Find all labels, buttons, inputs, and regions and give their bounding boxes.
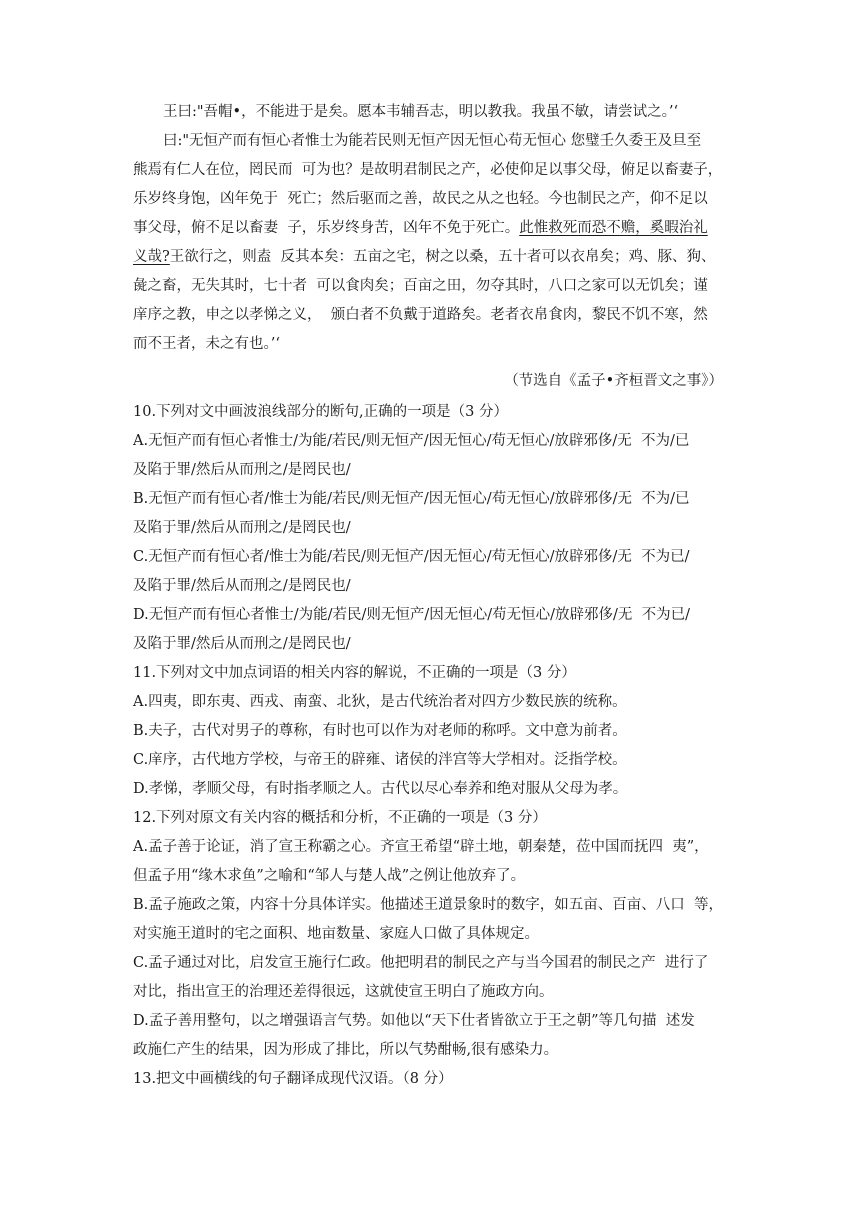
- source-citation: （节选自《孟子•齐桓晋文之事》）: [504, 373, 723, 389]
- option-d-cont: 政施仁产生的结果，因为形成了排比，所以气势酣畅,很有感染力。: [133, 1042, 559, 1058]
- option-d: D.无恒产而有恒心者惟士/为能/若民/则无恒产/因无恒心/苟无恒心/放辟邪侈/无 不为已/: [133, 607, 691, 623]
- option-d: D.孝悌，孝顺父母，有时指孝顺之人。古代以尽心奉养和绝对服从父母为孝。: [133, 781, 628, 797]
- passage-line: 王曰:"吾帽•，不能进于是矣。愿本韦辅吾志，明以教我。我虽不敏，请尝试之。’‘: [163, 104, 679, 120]
- option-a: A.四夷，即东夷、西戎、南蛮、北狄，是古代统治者对四方少数民族的统称。: [133, 694, 627, 710]
- option-b-cont: 及陷于罪/然后从而刑之/是罔民也/: [133, 520, 351, 536]
- passage-line: 而不王者，未之有也。’‘: [133, 336, 280, 352]
- option-c-cont: 对比，指出宣王的治理还差得很远，这就使宣王明白了施政方向。: [133, 984, 554, 1000]
- option-d: D.孟子善用整句，以之增强语言气势。如他以“天下仕者皆欲立于王之朝”等几句描 述发: [133, 1013, 695, 1029]
- option-d-cont: 及陷于罪/然后从而刑之/是罔民也/: [133, 636, 351, 652]
- passage-line: 曰:"无恒产而有恒心者惟士为能若民则无恒产因无恒心苟无恒心 您璧壬久委王及旦至: [163, 133, 702, 149]
- option-b: B.孟子施政之策，内容十分具体详实。他描述王道景象时的数字，如五亩、百亩、八口 等，: [133, 897, 723, 913]
- passage-text: 王欲行之，则盍 反其本矣：五亩之宅，树之以桑，五十者可以衣帛矣；鸡、豚、狗、: [169, 249, 716, 265]
- question-13-stem: 13.把文中画横线的句子翻译成现代汉语。（8 分）: [133, 1071, 453, 1087]
- option-c-cont: 及陷于罪/然后从而刑之/是罔民也/: [133, 578, 351, 594]
- question-10-stem: 10.下列对文中画波浪线部分的断句,正确的一项是（3 分）: [133, 404, 509, 420]
- option-b: B.无恒产而有恒心者/惟士为能/若民/则无恒产/因无恒心/苟无恒心/放辟邪侈/无 不为/已: [133, 491, 690, 507]
- option-a: A.无恒产而有恒心者惟士/为能/若民/则无恒产/因无恒心/苟无恒心/放辟邪侈/无 不为/已: [133, 433, 690, 449]
- option-a-cont: 但孟子用“缘木求鱼”之喻和“邹人与楚人战”之例让他放弃了。: [133, 868, 526, 884]
- option-c: C.孟子通过对比，启发宣王施行仁政。他把明君的制民之产与当今国君的制民之产 进行了: [133, 955, 709, 971]
- passage-line: 彘之畜，无失其时，七十者 可以食肉矣；百亩之田，勿夺其时，八口之家可以无饥矣；谨: [133, 278, 708, 294]
- option-b-cont: 对实施王道时的宅之面积、地亩数量、家庭人口做了具体规定。: [133, 926, 539, 942]
- underlined-sentence: 此惟救死而恐不赡，奚暇治礼: [519, 220, 708, 236]
- option-b: B.夫子，古代对男子的尊称，有时也可以作为对老师的称呼。文中意为前者。: [133, 723, 627, 739]
- question-11-stem: 11.下列对文中加点词语的相关内容的解说，不正确的一项是（3 分）: [133, 665, 576, 681]
- passage-line: 熊焉有仁人在位，罔民而 可为也？是故明君制民之产，必使仰足以事父母，俯足以畜妻子，: [133, 162, 723, 178]
- passage-line: 庠序之教，申之以孝悌之义， 颁白者不负戴于道路矣。老者衣帛食肉，黎民不饥不寒，然: [133, 307, 708, 323]
- passage-text: 事父母，俯不足以畜妻 子，乐岁终身苦，凶年不免于死亡。: [133, 220, 520, 236]
- underlined-sentence: 义哉?: [133, 249, 170, 265]
- passage-line: [133, 218, 708, 238]
- option-c: C.无恒产而有恒心者/惟士为能/若民/则无恒产/因无恒心/苟无恒心/放辟邪侈/无 不为已/: [133, 549, 690, 565]
- question-12-stem: 12.下列对原文有关内容的概括和分析，不正确的一项是（3 分）: [133, 810, 547, 826]
- option-c: C.庠序，古代地方学校，与帝王的辟雍、诸侯的泮宫等大学相对。泛指学校。: [133, 752, 627, 768]
- option-a-cont: 及陷于罪/然后从而刑之/是罔民也/: [133, 462, 351, 478]
- passage-line: [133, 247, 716, 267]
- option-a: A.孟子善于论证，消了宣王称霸之心。齐宣王希望“辟土地，朝秦楚，莅中国而抚四 夷”，: [133, 839, 709, 855]
- passage-line: 乐岁终身饱，凶年免于 死亡；然后驱而之善，故民之从之也轻。今也制民之产，仰不足以: [133, 191, 708, 207]
